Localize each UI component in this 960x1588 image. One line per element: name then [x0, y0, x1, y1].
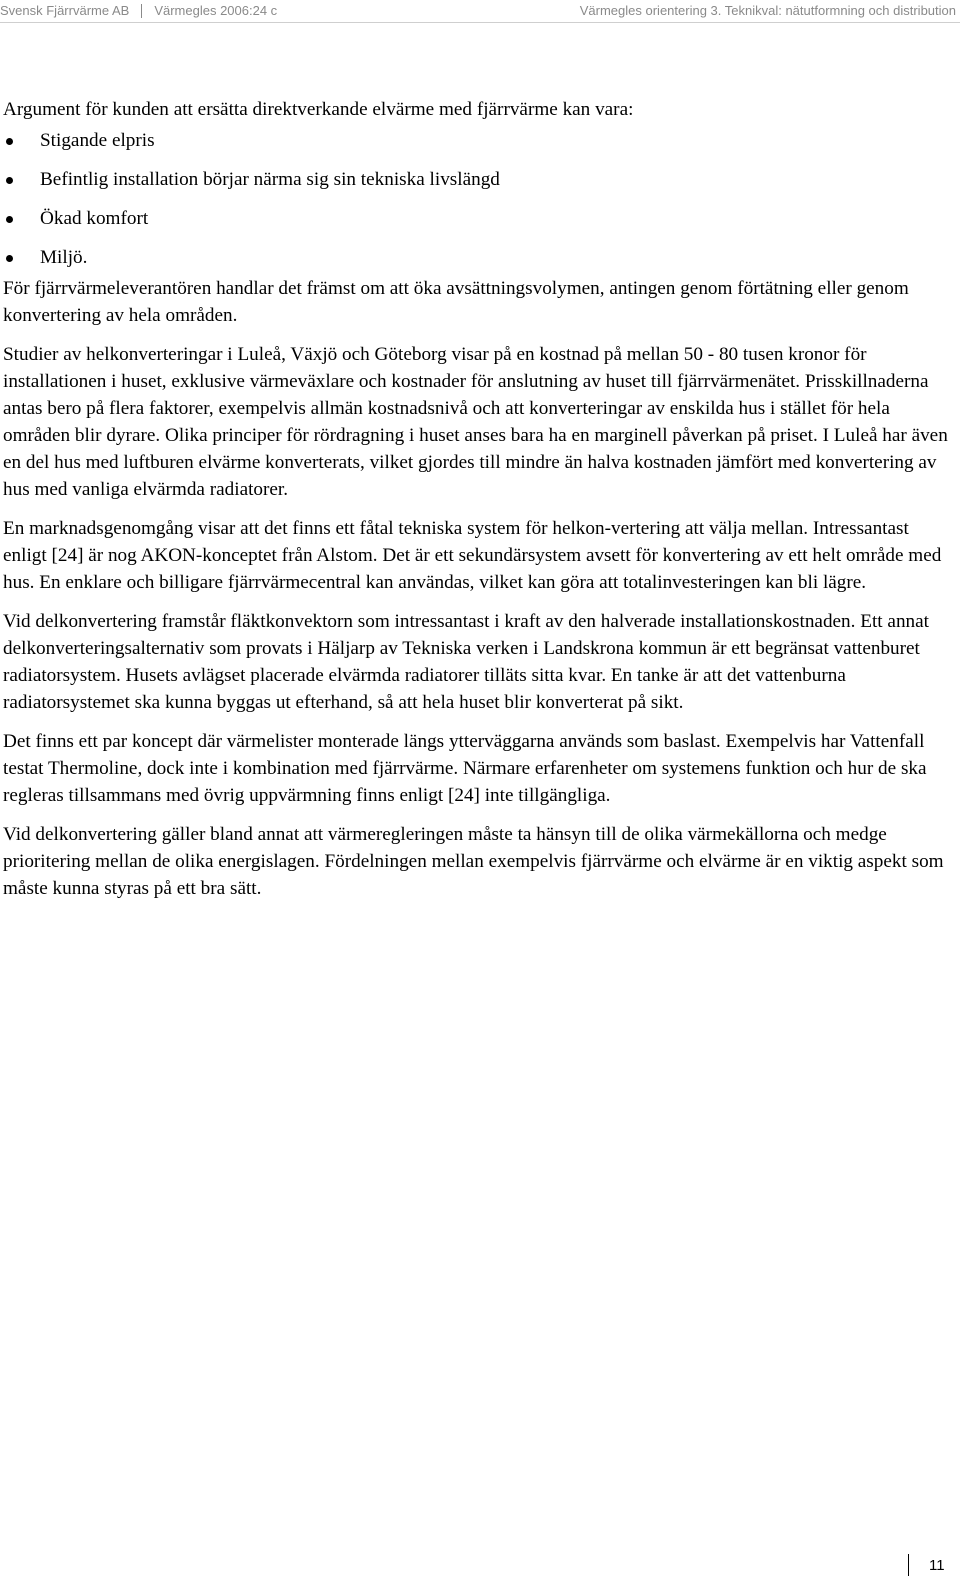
header-title: Värmegles orientering 3. Teknikval: nätutformning och distribution — [579, 3, 956, 18]
page-number: 11 — [929, 1556, 945, 1574]
paragraph: Studier av helkonverteringar i Luleå, Växjö och Göteborg visar på en kostnad på mellan 50 - 80 tusen kronor för installationen i huset, exklusive värmeväxlare och kostnader för anslutning av huset till fjärrvärmenätet. Prisskillnaderna antas bero på flera faktorer, exempelvis allmän kostnadsnivå och att konverteringar av enskilda hus i stället för hela områden blir dyrare. Olika principer för rördragning i huset anses bara ha en marginell påverkan på priset. I Luleå har även en del hus med luftburen elvärme konverterats, vilket gjordes till mindre än halva kostnaden jämfört med konvertering av hus med vanliga elvärmda radiatorer. — [3, 344, 948, 500]
list-item: Ökad komfort — [3, 205, 953, 244]
argument-list — [3, 127, 953, 271]
header-left — [0, 3, 277, 18]
bullet-icon — [6, 138, 13, 145]
paragraph: Vid delkonvertering gäller bland annat att värmeregleringen måste ta hänsyn till de olika värmekällorna och medge prioritering mellan de olika energislagen. Fördelningen mellan exempelvis fjärrvärme och elvärme är en viktig aspekt som måste kunna styras på ett bra sätt. — [3, 824, 944, 899]
header-report-id: Värmegles 2006:24 c — [154, 3, 278, 18]
footer-divider — [908, 1554, 909, 1576]
header-rule — [0, 22, 960, 23]
page-footer — [908, 1552, 945, 1578]
body-text — [3, 96, 953, 902]
bullet-icon — [6, 255, 13, 262]
bullet-icon — [6, 216, 13, 223]
paragraph: Vid delkonvertering framstår fläktkonvektorn som intressantast i kraft av den halverade installationskostnaden. Ett annat delkonverteringsalternativ som provats i Häljarp av Tekniska verken i Landskrona kommun är ett begränsat vattenburet radiatorsystem. Husets avlägset placerade elvärmda radiatorer tilläts sitta kvar. En tanke är att det vattenburna radiatorsystemet ska kunna byggas ut efterhand, så att hela huset blir konverterat på sikt. — [3, 611, 929, 713]
bullet-icon — [6, 177, 13, 184]
list-item: Miljö. — [3, 244, 953, 271]
header-separator — [141, 4, 142, 18]
intro-sentence: Argument för kunden att ersätta direktverkande elvärme med fjärrvärme kan vara: — [3, 99, 634, 120]
header-company: Svensk Fjärrvärme AB — [0, 3, 130, 18]
paragraph: En marknadsgenomgång visar att det finns ett fåtal tekniska system för helkon-vertering att välja mellan. Intressantast enligt [24] är nog AKON-konceptet från Alstom. Det är ett sekundärsystem avsett för konvertering av ett helt område med hus. En enklare och billigare fjärrvärmecentral kan användas, vilket kan göra att totalinvesteringen kan bli lägre. — [3, 518, 942, 593]
paragraph: Det finns ett par koncept där värmelister monterade längs ytterväggarna används som baslast. Exempelvis har Vattenfall testat Thermoline, dock inte i kombination med fjärrvärme. Närmare erfarenheter om systemens funktion och hur de ska regleras tillsammans med övrig uppvärmning finns enligt [24] inte tillgängliga. — [3, 731, 927, 806]
list-item: Stigande elpris — [3, 127, 953, 166]
list-item: Befintlig installation börjar närma sig sin tekniska livslängd — [3, 166, 953, 205]
paragraph: För fjärrvärmeleverantören handlar det främst om att öka avsättningsvolymen, antingen genom förtätning eller genom konvertering av hela områden. — [3, 278, 909, 326]
